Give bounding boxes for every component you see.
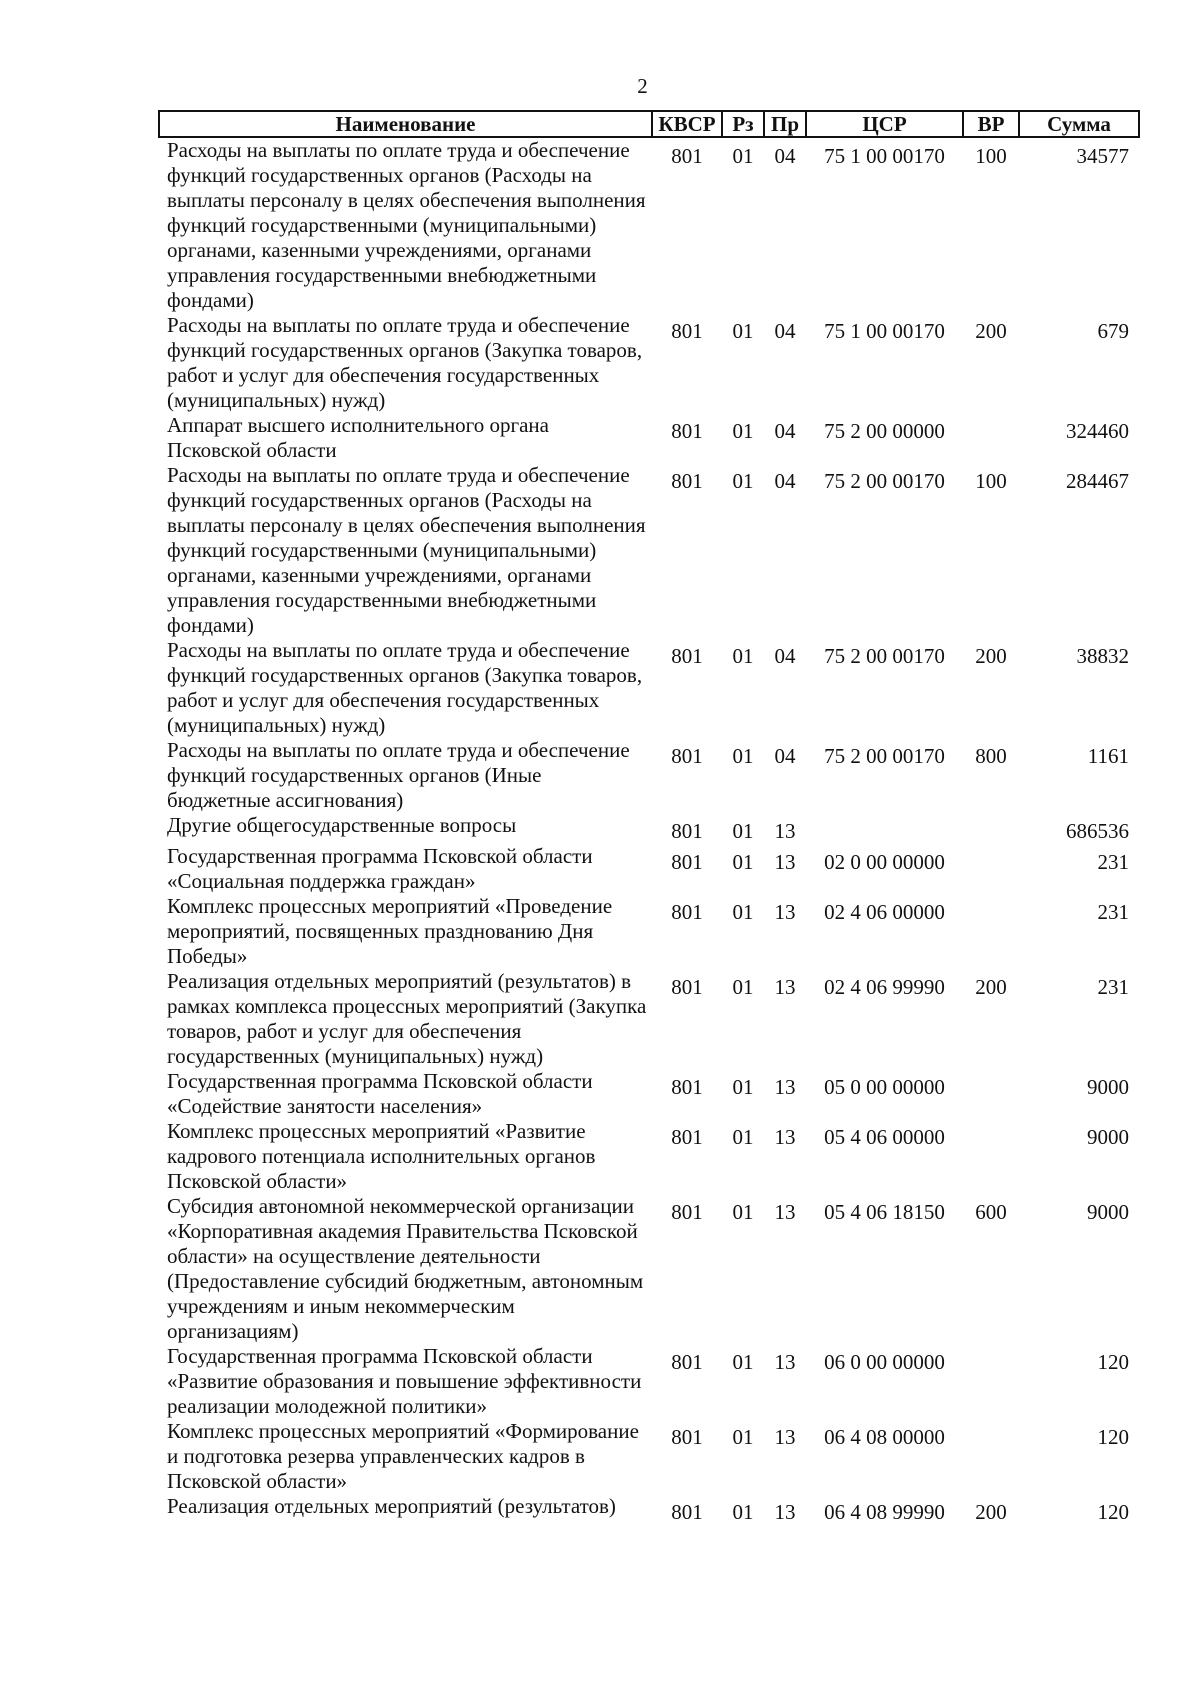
row-name: Другие общегосударственные вопросы xyxy=(167,813,517,837)
row-vr xyxy=(963,1419,1019,1494)
row-sum: 9000 xyxy=(1087,1075,1129,1099)
header-kvsr: КВСР xyxy=(652,111,722,137)
header-csr: ЦСР xyxy=(806,111,963,137)
table-row xyxy=(159,463,1139,638)
table-row xyxy=(159,638,1139,738)
row-rz: 01 xyxy=(732,1075,754,1099)
row-name: Субсидия автономной некоммерческой организации «Корпоративная академия Правительства Псковской области» на осуществление деятельности (Предоставление субсидий бюджетным, автономным учреждениям и иным некоммерческим организациям) xyxy=(167,1194,644,1343)
row-rz: 01 xyxy=(732,144,754,168)
row-name: Реализация отдельных мероприятий (результатов) в рамках комплекса процессных мероприятий (Закупка товаров, работ и услуг для обеспечения государственных (муниципальных) нужд) xyxy=(167,969,647,1068)
row-rz: 01 xyxy=(732,1350,754,1374)
row-vr: 100 xyxy=(975,469,1007,493)
row-kvsr: 801 xyxy=(671,1125,703,1149)
row-sum: 686536 xyxy=(1066,819,1129,843)
row-name: Расходы на выплаты по оплате труда и обеспечение функций государственных органов (Расходы на выплаты персоналу в целях обеспечения выполнения функций государственными (муниципальными) органами, казенными учреждениями, органами управления государственными внебюджетными фондами) xyxy=(167,463,646,637)
table-row xyxy=(159,1419,1139,1494)
row-name: Реализация отдельных мероприятий (результатов) xyxy=(167,1494,616,1518)
row-rz: 01 xyxy=(732,975,754,999)
row-sum: 9000 xyxy=(1087,1125,1129,1149)
row-pr: 13 xyxy=(774,1200,796,1224)
row-kvsr: 801 xyxy=(671,144,703,168)
row-pr: 13 xyxy=(774,1075,796,1099)
header-sum: Сумма xyxy=(1019,111,1139,137)
table-row xyxy=(159,1069,1139,1119)
row-csr: 75 2 00 00170 xyxy=(824,744,945,768)
row-pr: 04 xyxy=(774,469,796,493)
table-body xyxy=(159,137,1139,1525)
row-pr: 13 xyxy=(774,850,796,874)
row-sum: 34577 xyxy=(1076,144,1129,168)
row-kvsr: 801 xyxy=(671,469,703,493)
row-sum: 231 xyxy=(1097,900,1129,924)
row-vr: 200 xyxy=(975,644,1007,668)
row-vr: 200 xyxy=(975,975,1007,999)
table-row xyxy=(159,413,1139,463)
header-name: Наименование xyxy=(159,111,652,137)
row-name: Расходы на выплаты по оплате труда и обеспечение функций государственных органов (Расходы на выплаты персоналу в целях обеспечения выполнения функций государственными (муниципальными) органами, казенными учреждениями, органами управления государственными внебюджетными фондами) xyxy=(167,138,646,312)
row-kvsr: 801 xyxy=(671,744,703,768)
table-row xyxy=(159,1119,1139,1194)
row-kvsr: 801 xyxy=(671,1075,703,1099)
row-vr xyxy=(963,413,1019,463)
header-rz: Рз xyxy=(722,111,764,137)
row-pr: 04 xyxy=(774,319,796,343)
row-sum: 120 xyxy=(1097,1425,1129,1449)
row-csr: 06 4 08 99990 xyxy=(824,1500,945,1524)
row-pr: 13 xyxy=(774,1125,796,1149)
row-name: Комплекс процессных мероприятий «Проведение мероприятий, посвященных празднованию Дня Победы» xyxy=(167,894,613,968)
header-pr: Пр xyxy=(764,111,806,137)
row-vr xyxy=(963,1069,1019,1119)
row-kvsr: 801 xyxy=(671,900,703,924)
table-row xyxy=(159,969,1139,1069)
table-row xyxy=(159,813,1139,844)
row-vr: 200 xyxy=(975,1500,1007,1524)
row-name: Расходы на выплаты по оплате труда и обеспечение функций государственных органов (Иные бюджетные ассигнования) xyxy=(167,738,630,812)
row-csr: 02 0 00 00000 xyxy=(824,850,945,874)
row-sum: 324460 xyxy=(1066,419,1129,443)
table-row xyxy=(159,844,1139,894)
row-vr: 800 xyxy=(975,744,1007,768)
page-number: 2 xyxy=(637,74,648,98)
row-pr: 13 xyxy=(774,1350,796,1374)
row-vr xyxy=(963,813,1019,844)
table-row xyxy=(159,137,1139,313)
row-sum: 231 xyxy=(1097,850,1129,874)
row-csr: 05 4 06 00000 xyxy=(824,1125,945,1149)
row-name: Государственная программа Псковской области «Развитие образования и повышение эффективности реализации молодежной политики» xyxy=(167,1344,642,1418)
row-rz: 01 xyxy=(732,419,754,443)
row-name: Расходы на выплаты по оплате труда и обеспечение функций государственных органов (Закупка товаров, работ и услуг для обеспечения государственных (муниципальных) нужд) xyxy=(167,313,643,412)
table-header xyxy=(159,111,1139,137)
row-sum: 284467 xyxy=(1066,469,1129,493)
row-rz: 01 xyxy=(732,1500,754,1524)
header-vr: ВР xyxy=(963,111,1019,137)
row-sum: 120 xyxy=(1097,1500,1129,1524)
row-kvsr: 801 xyxy=(671,419,703,443)
row-rz: 01 xyxy=(732,1425,754,1449)
row-pr: 13 xyxy=(774,1500,796,1524)
row-rz: 01 xyxy=(732,744,754,768)
row-vr: 100 xyxy=(975,144,1007,168)
row-csr: 75 2 00 00170 xyxy=(824,644,945,668)
row-sum: 679 xyxy=(1097,319,1129,343)
row-csr: 75 2 00 00000 xyxy=(824,419,945,443)
row-csr: 05 0 00 00000 xyxy=(824,1075,945,1099)
row-csr: 05 4 06 18150 xyxy=(824,1200,945,1224)
row-rz: 01 xyxy=(732,469,754,493)
row-sum: 9000 xyxy=(1087,1200,1129,1224)
row-name: Комплекс процессных мероприятий «Формирование и подготовка резерва управленческих кадров в Псковской области» xyxy=(167,1419,639,1493)
row-rz: 01 xyxy=(732,819,754,843)
row-kvsr: 801 xyxy=(671,850,703,874)
row-rz: 01 xyxy=(732,900,754,924)
row-csr: 75 2 00 00170 xyxy=(824,469,945,493)
row-vr xyxy=(963,894,1019,969)
row-rz: 01 xyxy=(732,850,754,874)
row-vr xyxy=(963,1344,1019,1419)
row-sum: 38832 xyxy=(1076,644,1129,668)
table-row xyxy=(159,738,1139,813)
row-vr xyxy=(963,844,1019,894)
row-rz: 01 xyxy=(732,319,754,343)
row-csr: 75 1 00 00170 xyxy=(824,144,945,168)
row-sum: 231 xyxy=(1097,975,1129,999)
row-pr: 04 xyxy=(774,744,796,768)
row-vr: 600 xyxy=(975,1200,1007,1224)
row-rz: 01 xyxy=(732,1125,754,1149)
row-name: Аппарат высшего исполнительного органа Псковской области xyxy=(167,413,549,462)
table-row xyxy=(159,1344,1139,1419)
row-kvsr: 801 xyxy=(671,1200,703,1224)
row-name: Комплекс процессных мероприятий «Развитие кадрового потенциала исполнительных органов Псковской области» xyxy=(167,1119,596,1193)
row-csr: 02 4 06 00000 xyxy=(824,900,945,924)
row-rz: 01 xyxy=(732,1200,754,1224)
row-pr: 13 xyxy=(774,975,796,999)
row-pr: 13 xyxy=(774,1425,796,1449)
row-sum: 120 xyxy=(1097,1350,1129,1374)
row-pr: 13 xyxy=(774,900,796,924)
row-kvsr: 801 xyxy=(671,975,703,999)
table-row xyxy=(159,894,1139,969)
row-kvsr: 801 xyxy=(671,1500,703,1524)
row-kvsr: 801 xyxy=(671,319,703,343)
row-csr: 02 4 06 99990 xyxy=(824,975,945,999)
row-csr xyxy=(806,813,963,844)
row-pr: 04 xyxy=(774,644,796,668)
row-kvsr: 801 xyxy=(671,819,703,843)
row-name: Государственная программа Псковской области «Содействие занятости населения» xyxy=(167,1069,593,1118)
row-kvsr: 801 xyxy=(671,1350,703,1374)
row-name: Расходы на выплаты по оплате труда и обеспечение функций государственных органов (Закупка товаров, работ и услуг для обеспечения государственных (муниципальных) нужд) xyxy=(167,638,643,737)
row-kvsr: 801 xyxy=(671,644,703,668)
table-row xyxy=(159,1194,1139,1344)
table-row xyxy=(159,313,1139,413)
table-row xyxy=(159,1494,1139,1525)
row-csr: 06 4 08 00000 xyxy=(824,1425,945,1449)
row-pr: 04 xyxy=(774,419,796,443)
row-vr xyxy=(963,1119,1019,1194)
row-pr: 04 xyxy=(774,144,796,168)
row-csr: 75 1 00 00170 xyxy=(824,319,945,343)
budget-table xyxy=(158,110,1140,1525)
row-kvsr: 801 xyxy=(671,1425,703,1449)
row-rz: 01 xyxy=(732,644,754,668)
row-sum: 1161 xyxy=(1087,744,1129,768)
row-csr: 06 0 00 00000 xyxy=(824,1350,945,1374)
row-name: Государственная программа Псковской области «Социальная поддержка граждан» xyxy=(167,844,593,893)
row-pr: 13 xyxy=(774,819,796,843)
row-vr: 200 xyxy=(975,319,1007,343)
